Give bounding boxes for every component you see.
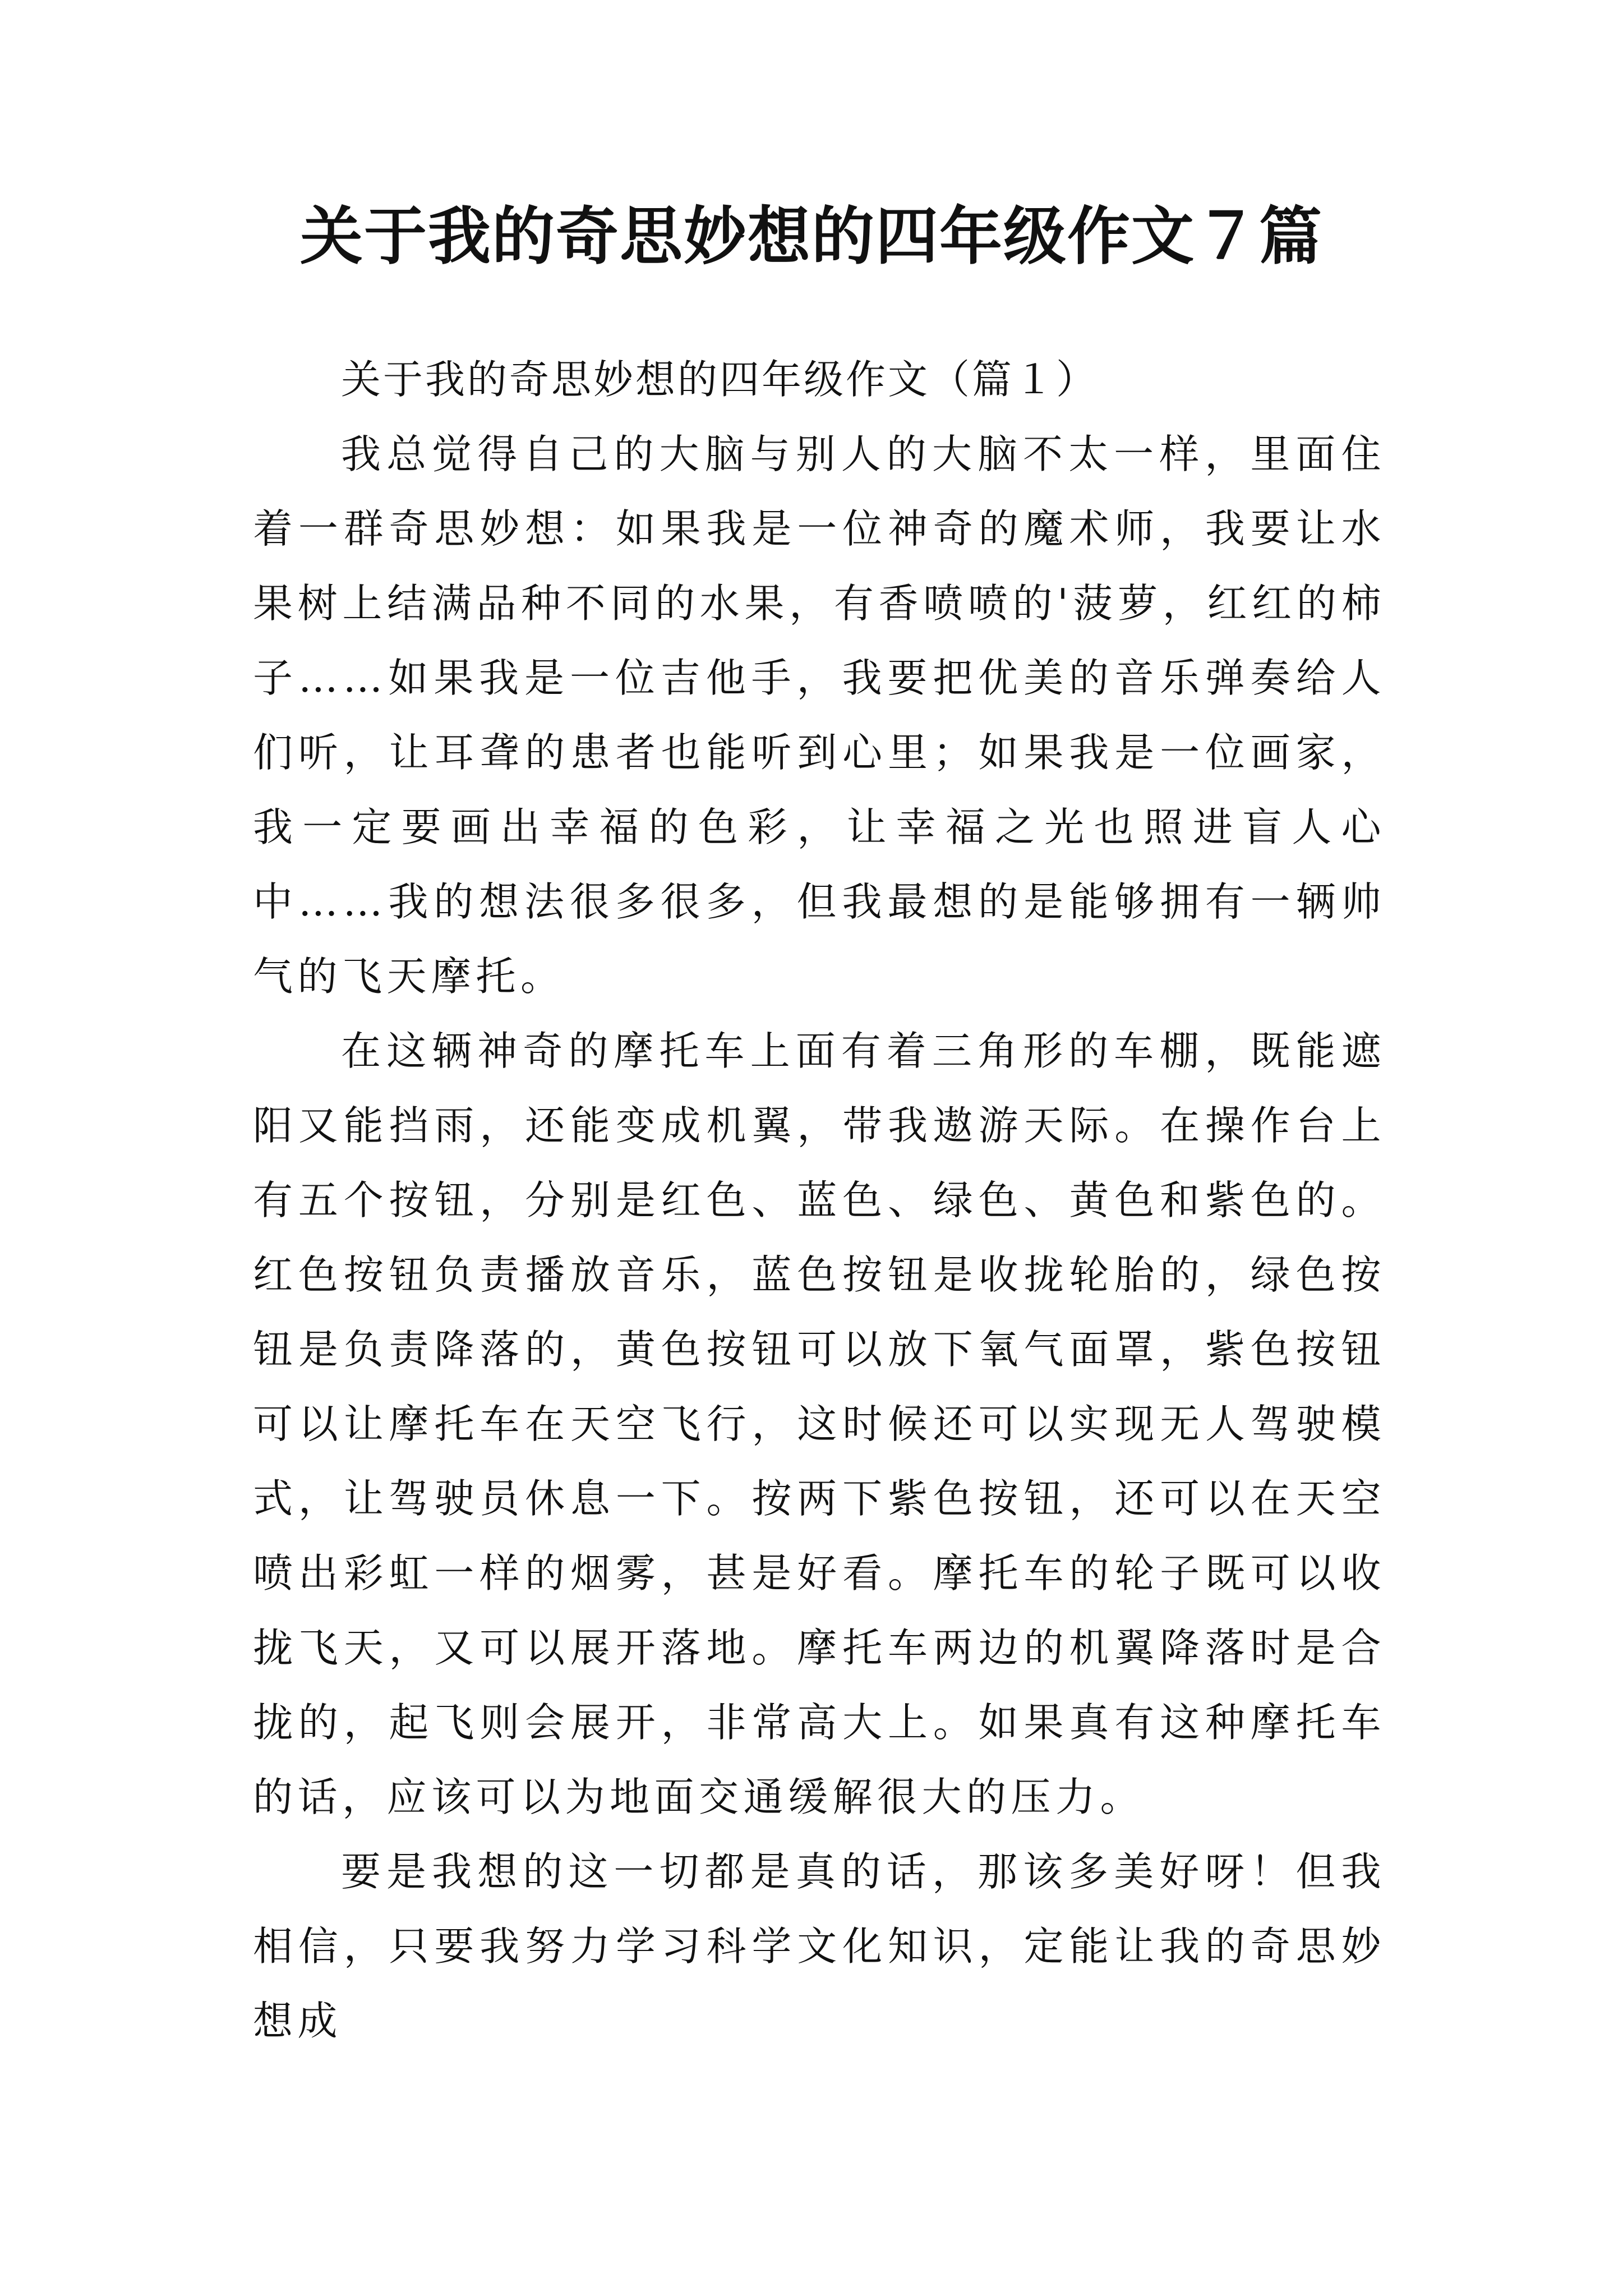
paragraph: 要是我想的这一切都是真的话，那该多美好呀！但我相信，只要我努力学习科学文化知识，定能让我的奇思妙想成 xyxy=(253,1848,1386,2044)
paragraph: 在这辆神奇的摩托车上面有着三角形的车棚，既能遮阳又能挡雨，还能变成机翼，带我遨游天际。在操作台上有五个按钮，分别是红色、蓝色、绿色、黄色和紫色的。红色按钮负责播放音乐，蓝色按钮是收拢轮胎的，绿色按钮是负责降落的，黄色按钮可以放下氧气面罩，紫色按钮可以让摩托车在天空飞行，这时候还可以实现无人驾驶模式，让驾驶员休息一下。按两下紫色按钮，还可以在天空喷出彩虹一样的烟雾，甚是好看。摩托车的轮子既可以收拢飞天，又可以展开落地。摩托车两边的机翼降落时是合拢的，起飞则会展开，非常高大上。如果真有这种摩托车的话，应该可以为地面交通缓解很大的压力。 xyxy=(253,1028,1386,1820)
document-body xyxy=(253,342,1386,2058)
section-heading: 关于我的奇思妙想的四年级作文（篇１） xyxy=(341,356,1099,403)
paragraph: 我总觉得自己的大脑与别人的大脑不太一样，里面住着一群奇思妙想：如果我是一位神奇的魔术师，我要让水果树上结满品种不同的水果，有香喷喷的'菠萝，红红的柿子……如果我是一位吉他手，我要把优美的音乐弹奏给人们听，让耳聋的患者也能听到心里；如果我是一位画家，我一定要画出幸福的色彩，让幸福之光也照进盲人心中……我的想法很多很多，但我最想的是能够拥有一辆帅气的飞天摩托。 xyxy=(253,431,1386,1000)
document-title: 关于我的奇思妙想的四年级作文７篇 xyxy=(300,200,1323,273)
